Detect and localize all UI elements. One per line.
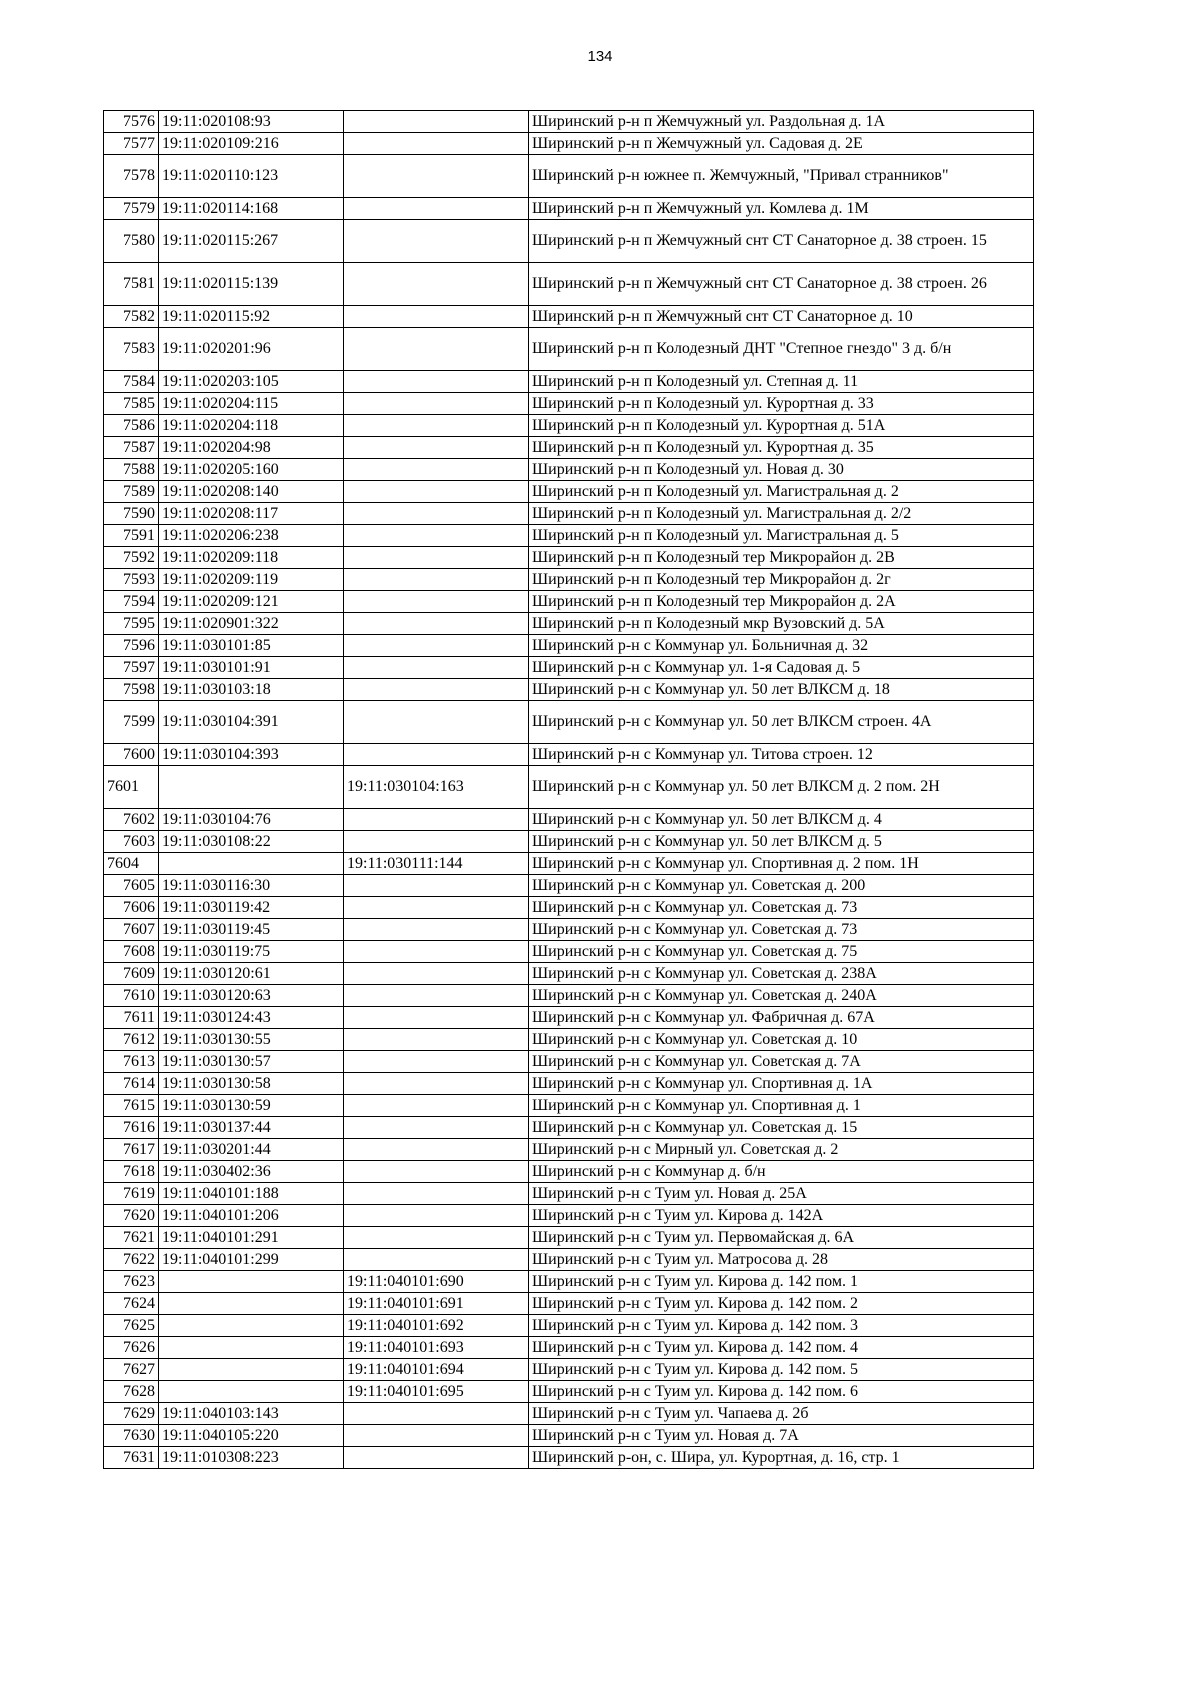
table-row (104, 897, 1034, 919)
row-number-cell: 7580 (104, 220, 159, 263)
premises-cadastral-number-cell (344, 875, 529, 897)
table-row (104, 155, 1034, 198)
cadastral-number-cell: 19:11:030104:393 (159, 744, 344, 766)
table-row (104, 744, 1034, 766)
table-row (104, 919, 1034, 941)
table-row (104, 1271, 1034, 1293)
premises-cadastral-number-cell: 19:11:040101:693 (344, 1337, 529, 1359)
address-cell: Ширинский р-н с Коммунар д. б/н (529, 1161, 1034, 1183)
row-number-cell: 7593 (104, 569, 159, 591)
premises-cadastral-number-cell (344, 328, 529, 371)
row-number-cell: 7585 (104, 393, 159, 415)
table-row (104, 679, 1034, 701)
address-cell: Ширинский р-н п Колодезный мкр Вузовский д. 5А (529, 613, 1034, 635)
cadastral-number-cell: 19:11:030130:59 (159, 1095, 344, 1117)
table-row (104, 875, 1034, 897)
address-cell: Ширинский р-н с Коммунар ул. Советская д. 75 (529, 941, 1034, 963)
address-cell: Ширинский р-н с Коммунар ул. Советская д. 7А (529, 1051, 1034, 1073)
table-row (104, 701, 1034, 744)
row-number-cell: 7616 (104, 1117, 159, 1139)
address-cell: Ширинский р-н с Туим ул. Первомайская д. 6А (529, 1227, 1034, 1249)
cadastral-number-cell: 19:11:030108:22 (159, 831, 344, 853)
premises-cadastral-number-cell (344, 897, 529, 919)
premises-cadastral-number-cell (344, 155, 529, 198)
table-row (104, 941, 1034, 963)
premises-cadastral-number-cell (344, 437, 529, 459)
table-row (104, 481, 1034, 503)
address-cell: Ширинский р-н п Колодезный ул. Магистральная д. 2/2 (529, 503, 1034, 525)
premises-cadastral-number-cell (344, 941, 529, 963)
row-number-cell: 7631 (104, 1447, 159, 1469)
address-cell: Ширинский р-н с Коммунар ул. Титова строен. 12 (529, 744, 1034, 766)
row-number-cell: 7577 (104, 133, 159, 155)
premises-cadastral-number-cell (344, 1095, 529, 1117)
cadastral-number-cell: 19:11:030124:43 (159, 1007, 344, 1029)
premises-cadastral-number-cell (344, 393, 529, 415)
row-number-cell: 7610 (104, 985, 159, 1007)
cadastral-number-cell: 19:11:030137:44 (159, 1117, 344, 1139)
table-row (104, 263, 1034, 306)
premises-cadastral-number-cell (344, 1403, 529, 1425)
premises-cadastral-number-cell (344, 1161, 529, 1183)
premises-cadastral-number-cell (344, 591, 529, 613)
cadastral-number-cell (159, 1359, 344, 1381)
table-row (104, 1337, 1034, 1359)
cadastral-number-cell: 19:11:040101:299 (159, 1249, 344, 1271)
table-row (104, 1293, 1034, 1315)
table-row (104, 657, 1034, 679)
address-cell: Ширинский р-н с Коммунар ул. 50 лет ВЛКСМ строен. 4А (529, 701, 1034, 744)
premises-cadastral-number-cell (344, 503, 529, 525)
table-row (104, 963, 1034, 985)
row-number-cell: 7587 (104, 437, 159, 459)
address-cell: Ширинский р-н п Колодезный тер Микрорайон д. 2А (529, 591, 1034, 613)
address-cell: Ширинский р-н с Коммунар ул. 50 лет ВЛКСМ д. 4 (529, 809, 1034, 831)
table-body (104, 111, 1034, 1469)
address-cell: Ширинский р-н п Колодезный ул. Магистральная д. 2 (529, 481, 1034, 503)
address-cell: Ширинский р-н п Жемчужный снт СТ Санаторное д. 38 строен. 15 (529, 220, 1034, 263)
address-cell: Ширинский р-н с Коммунар ул. Фабричная д. 67А (529, 1007, 1034, 1029)
address-cell: Ширинский р-н п Колодезный ул. Курортная д. 51А (529, 415, 1034, 437)
premises-cadastral-number-cell (344, 459, 529, 481)
cadastral-number-cell: 19:11:030402:36 (159, 1161, 344, 1183)
address-cell: Ширинский р-н с Коммунар ул. Советская д. 73 (529, 897, 1034, 919)
cadastral-number-cell: 19:11:020206:238 (159, 525, 344, 547)
row-number-cell: 7625 (104, 1315, 159, 1337)
premises-cadastral-number-cell (344, 809, 529, 831)
row-number-cell: 7578 (104, 155, 159, 198)
cadastral-number-cell (159, 1337, 344, 1359)
table-row (104, 569, 1034, 591)
row-number-cell: 7626 (104, 1337, 159, 1359)
cadastral-number-cell (159, 853, 344, 875)
table-row (104, 1161, 1034, 1183)
row-number-cell: 7579 (104, 198, 159, 220)
row-number-cell: 7594 (104, 591, 159, 613)
cadastral-number-cell: 19:11:020209:119 (159, 569, 344, 591)
premises-cadastral-number-cell (344, 1117, 529, 1139)
cadastral-number-cell: 19:11:020115:267 (159, 220, 344, 263)
row-number-cell: 7628 (104, 1381, 159, 1403)
row-number-cell: 7627 (104, 1359, 159, 1381)
premises-cadastral-number-cell (344, 1227, 529, 1249)
address-cell: Ширинский р-н с Туим ул. Кирова д. 142А (529, 1205, 1034, 1227)
table-row (104, 437, 1034, 459)
address-cell: Ширинский р-н с Мирный ул. Советская д. 2 (529, 1139, 1034, 1161)
premises-cadastral-number-cell (344, 1249, 529, 1271)
cadastral-number-cell: 19:11:020204:118 (159, 415, 344, 437)
table-row (104, 1029, 1034, 1051)
cadastral-number-cell: 19:11:020109:216 (159, 133, 344, 155)
premises-cadastral-number-cell (344, 525, 529, 547)
row-number-cell: 7621 (104, 1227, 159, 1249)
row-number-cell: 7612 (104, 1029, 159, 1051)
premises-cadastral-number-cell (344, 111, 529, 133)
row-number-cell: 7601 (104, 766, 159, 809)
table-row (104, 613, 1034, 635)
cadastral-number-cell: 19:11:040105:220 (159, 1425, 344, 1447)
row-number-cell: 7592 (104, 547, 159, 569)
premises-cadastral-number-cell: 19:11:040101:694 (344, 1359, 529, 1381)
premises-cadastral-number-cell: 19:11:040101:692 (344, 1315, 529, 1337)
table-row (104, 1117, 1034, 1139)
address-cell: Ширинский р-н с Коммунар ул. Советская д. 10 (529, 1029, 1034, 1051)
address-cell: Ширинский р-н с Коммунар ул. Советская д. 73 (529, 919, 1034, 941)
premises-cadastral-number-cell (344, 831, 529, 853)
row-number-cell: 7576 (104, 111, 159, 133)
table-row (104, 198, 1034, 220)
premises-cadastral-number-cell (344, 1029, 529, 1051)
premises-cadastral-number-cell (344, 701, 529, 744)
address-cell: Ширинский р-н с Коммунар ул. Больничная д. 32 (529, 635, 1034, 657)
cadastral-number-cell: 19:11:030119:45 (159, 919, 344, 941)
row-number-cell: 7618 (104, 1161, 159, 1183)
table-row (104, 328, 1034, 371)
table-row (104, 1183, 1034, 1205)
table-row (104, 1249, 1034, 1271)
table-row (104, 133, 1034, 155)
row-number-cell: 7583 (104, 328, 159, 371)
address-cell: Ширинский р-н п Жемчужный ул. Раздольная д. 1А (529, 111, 1034, 133)
cadastral-number-cell: 19:11:020114:168 (159, 198, 344, 220)
cadastral-number-cell: 19:11:030130:55 (159, 1029, 344, 1051)
table-row (104, 220, 1034, 263)
row-number-cell: 7629 (104, 1403, 159, 1425)
table-row (104, 591, 1034, 613)
table-row (104, 1315, 1034, 1337)
row-number-cell: 7598 (104, 679, 159, 701)
address-cell: Ширинский р-н с Туим ул. Чапаева д. 2б (529, 1403, 1034, 1425)
cadastral-number-cell: 19:11:020203:105 (159, 371, 344, 393)
cadastral-number-cell: 19:11:030103:18 (159, 679, 344, 701)
cadastral-number-cell: 19:11:020204:98 (159, 437, 344, 459)
table-row (104, 766, 1034, 809)
address-cell: Ширинский р-н с Туим ул. Матросова д. 28 (529, 1249, 1034, 1271)
cadastral-number-cell: 19:11:020205:160 (159, 459, 344, 481)
cadastral-number-cell (159, 1315, 344, 1337)
row-number-cell: 7624 (104, 1293, 159, 1315)
row-number-cell: 7596 (104, 635, 159, 657)
cadastral-number-cell: 19:11:040101:188 (159, 1183, 344, 1205)
premises-cadastral-number-cell: 19:11:040101:691 (344, 1293, 529, 1315)
row-number-cell: 7602 (104, 809, 159, 831)
address-cell: Ширинский р-н с Коммунар ул. Советская д. 240А (529, 985, 1034, 1007)
premises-cadastral-number-cell (344, 198, 529, 220)
table-row (104, 547, 1034, 569)
address-cell: Ширинский р-н п Колодезный ул. Курортная д. 33 (529, 393, 1034, 415)
premises-cadastral-number-cell: 19:11:030111:144 (344, 853, 529, 875)
address-cell: Ширинский р-н с Коммунар ул. Советская д. 200 (529, 875, 1034, 897)
table-row (104, 1227, 1034, 1249)
premises-cadastral-number-cell (344, 635, 529, 657)
cadastral-number-cell: 19:11:040101:291 (159, 1227, 344, 1249)
cadastral-number-cell: 19:11:010308:223 (159, 1447, 344, 1469)
cadastral-number-cell: 19:11:030120:61 (159, 963, 344, 985)
cadastral-number-cell: 19:11:040103:143 (159, 1403, 344, 1425)
row-number-cell: 7591 (104, 525, 159, 547)
row-number-cell: 7613 (104, 1051, 159, 1073)
row-number-cell: 7619 (104, 1183, 159, 1205)
table-row (104, 415, 1034, 437)
table-row (104, 1051, 1034, 1073)
table-row (104, 371, 1034, 393)
premises-cadastral-number-cell (344, 306, 529, 328)
cadastral-number-cell (159, 1381, 344, 1403)
table-row (104, 459, 1034, 481)
page-number: 134 (587, 48, 613, 65)
row-number-cell: 7599 (104, 701, 159, 744)
cadastral-number-cell (159, 1271, 344, 1293)
table-row (104, 809, 1034, 831)
address-cell: Ширинский р-н с Туим ул. Кирова д. 142 пом. 1 (529, 1271, 1034, 1293)
address-cell: Ширинский р-н с Туим ул. Новая д. 7А (529, 1425, 1034, 1447)
row-number-cell: 7630 (104, 1425, 159, 1447)
table-row (104, 111, 1034, 133)
premises-cadastral-number-cell (344, 1183, 529, 1205)
cadastral-number-cell: 19:11:030116:30 (159, 875, 344, 897)
address-cell: Ширинский р-н п Колодезный ул. Курортная д. 35 (529, 437, 1034, 459)
row-number-cell: 7584 (104, 371, 159, 393)
premises-cadastral-number-cell (344, 1425, 529, 1447)
table-row (104, 1007, 1034, 1029)
row-number-cell: 7617 (104, 1139, 159, 1161)
address-cell: Ширинский р-н с Туим ул. Кирова д. 142 пом. 6 (529, 1381, 1034, 1403)
premises-cadastral-number-cell (344, 1139, 529, 1161)
table-row (104, 1073, 1034, 1095)
address-cell: Ширинский р-н п Жемчужный ул. Садовая д. 2Е (529, 133, 1034, 155)
address-cell: Ширинский р-н с Коммунар ул. 50 лет ВЛКСМ д. 5 (529, 831, 1034, 853)
premises-cadastral-number-cell (344, 547, 529, 569)
cadastral-number-cell: 19:11:030130:58 (159, 1073, 344, 1095)
address-cell: Ширинский р-н с Туим ул. Кирова д. 142 пом. 4 (529, 1337, 1034, 1359)
row-number-cell: 7605 (104, 875, 159, 897)
row-number-cell: 7609 (104, 963, 159, 985)
cadastral-number-cell: 19:11:030201:44 (159, 1139, 344, 1161)
premises-cadastral-number-cell (344, 263, 529, 306)
premises-cadastral-number-cell (344, 613, 529, 635)
row-number-cell: 7588 (104, 459, 159, 481)
premises-cadastral-number-cell: 19:11:030104:163 (344, 766, 529, 809)
premises-cadastral-number-cell (344, 744, 529, 766)
premises-cadastral-number-cell (344, 963, 529, 985)
row-number-cell: 7590 (104, 503, 159, 525)
address-cell: Ширинский р-н с Коммунар ул. Спортивная д. 1 (529, 1095, 1034, 1117)
property-registry-table (103, 110, 1034, 1469)
premises-cadastral-number-cell (344, 919, 529, 941)
premises-cadastral-number-cell (344, 220, 529, 263)
premises-cadastral-number-cell (344, 569, 529, 591)
premises-cadastral-number-cell (344, 371, 529, 393)
cadastral-number-cell: 19:11:030101:85 (159, 635, 344, 657)
address-cell: Ширинский р-н с Коммунар ул. 50 лет ВЛКСМ д. 2 пом. 2Н (529, 766, 1034, 809)
address-cell: Ширинский р-н п Жемчужный снт СТ Санаторное д. 10 (529, 306, 1034, 328)
cadastral-number-cell: 19:11:020108:93 (159, 111, 344, 133)
row-number-cell: 7615 (104, 1095, 159, 1117)
table-row (104, 525, 1034, 547)
row-number-cell: 7582 (104, 306, 159, 328)
premises-cadastral-number-cell (344, 1073, 529, 1095)
cadastral-number-cell: 19:11:020204:115 (159, 393, 344, 415)
address-cell: Ширинский р-н п Колодезный тер Микрорайон д. 2г (529, 569, 1034, 591)
cadastral-number-cell: 19:11:030101:91 (159, 657, 344, 679)
cadastral-number-cell: 19:11:020115:139 (159, 263, 344, 306)
row-number-cell: 7595 (104, 613, 159, 635)
address-cell: Ширинский р-н п Жемчужный ул. Комлева д. 1М (529, 198, 1034, 220)
cadastral-number-cell: 19:11:020201:96 (159, 328, 344, 371)
premises-cadastral-number-cell (344, 1051, 529, 1073)
premises-cadastral-number-cell (344, 133, 529, 155)
cadastral-number-cell (159, 766, 344, 809)
premises-cadastral-number-cell: 19:11:040101:690 (344, 1271, 529, 1293)
row-number-cell: 7611 (104, 1007, 159, 1029)
address-cell: Ширинский р-н с Коммунар ул. Советская д. 15 (529, 1117, 1034, 1139)
premises-cadastral-number-cell (344, 679, 529, 701)
table-row (104, 1139, 1034, 1161)
table-row (104, 1403, 1034, 1425)
table-row (104, 1381, 1034, 1403)
premises-cadastral-number-cell: 19:11:040101:695 (344, 1381, 529, 1403)
table-row (104, 1447, 1034, 1469)
cadastral-number-cell: 19:11:030119:42 (159, 897, 344, 919)
row-number-cell: 7581 (104, 263, 159, 306)
address-cell: Ширинский р-н с Туим ул. Кирова д. 142 пом. 3 (529, 1315, 1034, 1337)
cadastral-number-cell (159, 1293, 344, 1315)
row-number-cell: 7620 (104, 1205, 159, 1227)
table-row (104, 1359, 1034, 1381)
row-number-cell: 7597 (104, 657, 159, 679)
cadastral-number-cell: 19:11:030119:75 (159, 941, 344, 963)
table-row (104, 306, 1034, 328)
table-row (104, 393, 1034, 415)
table-row (104, 1205, 1034, 1227)
cadastral-number-cell: 19:11:030130:57 (159, 1051, 344, 1073)
address-cell: Ширинский р-н п Колодезный тер Микрорайон д. 2В (529, 547, 1034, 569)
address-cell: Ширинский р-н п Колодезный ул. Степная д. 11 (529, 371, 1034, 393)
table-row (104, 985, 1034, 1007)
address-cell: Ширинский р-н с Туим ул. Кирова д. 142 пом. 5 (529, 1359, 1034, 1381)
address-cell: Ширинский р-н с Туим ул. Кирова д. 142 пом. 2 (529, 1293, 1034, 1315)
address-cell: Ширинский р-н южнее п. Жемчужный, "Привал странников" (529, 155, 1034, 198)
premises-cadastral-number-cell (344, 1205, 529, 1227)
table-row (104, 831, 1034, 853)
address-cell: Ширинский р-н п Колодезный ул. Магистральная д. 5 (529, 525, 1034, 547)
row-number-cell: 7607 (104, 919, 159, 941)
row-number-cell: 7608 (104, 941, 159, 963)
premises-cadastral-number-cell (344, 1007, 529, 1029)
address-cell: Ширинский р-н с Туим ул. Новая д. 25А (529, 1183, 1034, 1205)
row-number-cell: 7623 (104, 1271, 159, 1293)
premises-cadastral-number-cell (344, 481, 529, 503)
row-number-cell: 7604 (104, 853, 159, 875)
address-cell: Ширинский р-н с Коммунар ул. 50 лет ВЛКСМ д. 18 (529, 679, 1034, 701)
row-number-cell: 7600 (104, 744, 159, 766)
cadastral-number-cell: 19:11:030104:76 (159, 809, 344, 831)
cadastral-number-cell: 19:11:040101:206 (159, 1205, 344, 1227)
table-row (104, 853, 1034, 875)
premises-cadastral-number-cell (344, 415, 529, 437)
premises-cadastral-number-cell (344, 985, 529, 1007)
table-row (104, 1425, 1034, 1447)
table-row (104, 635, 1034, 657)
table-row (104, 1095, 1034, 1117)
row-number-cell: 7622 (104, 1249, 159, 1271)
table-row (104, 503, 1034, 525)
address-cell: Ширинский р-н с Коммунар ул. 1-я Садовая д. 5 (529, 657, 1034, 679)
cadastral-number-cell: 19:11:020208:140 (159, 481, 344, 503)
cadastral-number-cell: 19:11:020110:123 (159, 155, 344, 198)
premises-cadastral-number-cell (344, 1447, 529, 1469)
premises-cadastral-number-cell (344, 657, 529, 679)
row-number-cell: 7589 (104, 481, 159, 503)
cadastral-number-cell: 19:11:020209:121 (159, 591, 344, 613)
row-number-cell: 7586 (104, 415, 159, 437)
address-cell: Ширинский р-он, с. Шира, ул. Курортная, д. 16, стр. 1 (529, 1447, 1034, 1469)
cadastral-number-cell: 19:11:030104:391 (159, 701, 344, 744)
address-cell: Ширинский р-н п Жемчужный снт СТ Санаторное д. 38 строен. 26 (529, 263, 1034, 306)
address-cell: Ширинский р-н с Коммунар ул. Советская д. 238А (529, 963, 1034, 985)
row-number-cell: 7614 (104, 1073, 159, 1095)
address-cell: Ширинский р-н п Колодезный ул. Новая д. 30 (529, 459, 1034, 481)
cadastral-number-cell: 19:11:030120:63 (159, 985, 344, 1007)
cadastral-number-cell: 19:11:020901:322 (159, 613, 344, 635)
cadastral-number-cell: 19:11:020115:92 (159, 306, 344, 328)
address-cell: Ширинский р-н п Колодезный ДНТ "Степное гнездо" 3 д. б/н (529, 328, 1034, 371)
cadastral-number-cell: 19:11:020209:118 (159, 547, 344, 569)
cadastral-number-cell: 19:11:020208:117 (159, 503, 344, 525)
row-number-cell: 7606 (104, 897, 159, 919)
address-cell: Ширинский р-н с Коммунар ул. Спортивная д. 2 пом. 1Н (529, 853, 1034, 875)
row-number-cell: 7603 (104, 831, 159, 853)
address-cell: Ширинский р-н с Коммунар ул. Спортивная д. 1А (529, 1073, 1034, 1095)
